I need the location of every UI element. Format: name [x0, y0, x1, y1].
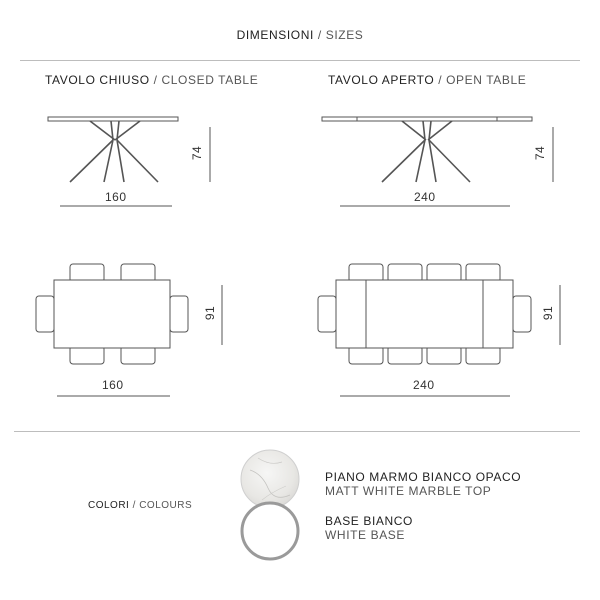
- closed-title-main: TAVOLO CHIUSO: [45, 73, 150, 87]
- open-tabletop-plan: [336, 280, 513, 348]
- closed-plan-width-label: 160: [102, 378, 124, 392]
- closed-height-label: 74: [190, 145, 205, 161]
- open-chair-left: [318, 296, 336, 332]
- open-chair-bottom-3: [427, 346, 461, 364]
- closed-width-label: 160: [105, 190, 127, 204]
- closed-title-separator: /: [153, 73, 158, 87]
- white-base-swatch: [242, 503, 298, 559]
- open-chair-top-2: [388, 264, 422, 282]
- open-chair-right: [513, 296, 531, 332]
- open-table-elevation: [322, 117, 553, 206]
- closed-chair-bottom-1: [70, 346, 104, 364]
- closed-tabletop-side: [48, 117, 178, 121]
- open-chair-top-1: [349, 264, 383, 282]
- closed-chair-top-2: [121, 264, 155, 282]
- open-chair-top-3: [427, 264, 461, 282]
- open-title-sub: OPEN TABLE: [446, 73, 527, 87]
- open-chair-top-4: [466, 264, 500, 282]
- closed-chair-right: [170, 296, 188, 332]
- open-width-label: 240: [414, 190, 436, 204]
- open-title-separator: /: [438, 73, 443, 87]
- closed-depth-label: 91: [203, 305, 218, 321]
- closed-chair-left: [36, 296, 54, 332]
- base-colour-name-it: BASE BIANCO: [325, 514, 413, 528]
- title-separator: /: [317, 28, 322, 42]
- colours-divider: [14, 431, 580, 432]
- open-chair-bottom-1: [349, 346, 383, 364]
- top-colour-name-it: PIANO MARMO BIANCO OPACO: [325, 470, 522, 484]
- marble-swatch: [241, 450, 299, 508]
- title-main: DIMENSIONI: [236, 28, 314, 42]
- open-table-plan: [318, 264, 560, 396]
- open-depth-label: 91: [541, 305, 556, 321]
- closed-table-plan: [36, 264, 222, 396]
- open-tabletop-side: [322, 117, 532, 121]
- closed-chair-bottom-2: [121, 346, 155, 364]
- open-title-main: TAVOLO APERTO: [328, 73, 435, 87]
- base-colour-name-en: WHITE BASE: [325, 528, 406, 542]
- closed-chair-top-1: [70, 264, 104, 282]
- colours-label-main: COLORI: [88, 500, 130, 511]
- colours-label-separator: /: [132, 500, 136, 511]
- open-height-label: 74: [533, 145, 548, 161]
- top-colour-name-en: MATT WHITE MARBLE TOP: [325, 484, 492, 498]
- colours-label: [88, 500, 192, 511]
- closed-table-elevation: [48, 117, 210, 206]
- title-sub: SIZES: [325, 28, 364, 42]
- open-crossed-legs: [382, 121, 470, 182]
- open-plan-width-label: 240: [413, 378, 435, 392]
- closed-tabletop-plan: [54, 280, 170, 348]
- open-chair-bottom-4: [466, 346, 500, 364]
- closed-crossed-legs: [70, 121, 158, 182]
- colours-label-sub: COLOURS: [139, 500, 193, 511]
- closed-title-sub: CLOSED TABLE: [161, 73, 259, 87]
- open-chair-bottom-2: [388, 346, 422, 364]
